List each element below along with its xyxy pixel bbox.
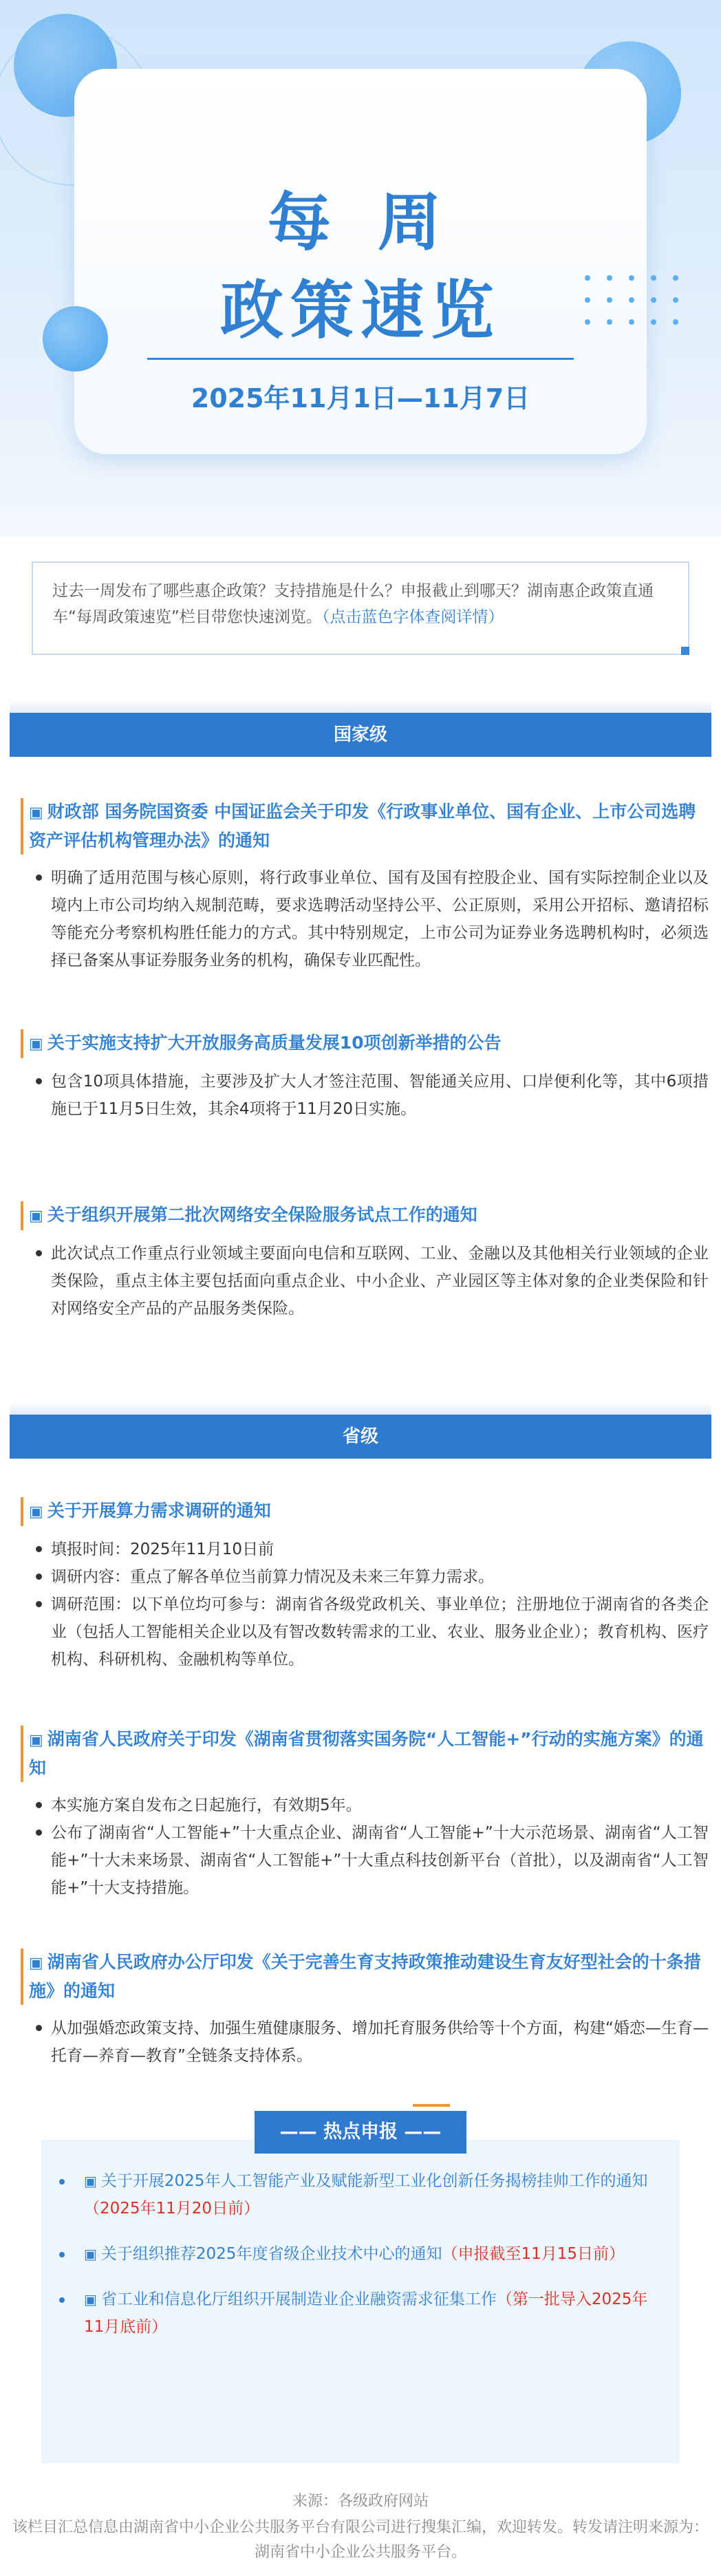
policy-bullets (21, 864, 709, 974)
policy-title-link[interactable] (21, 1497, 709, 1526)
policy-title: 关于组织开展第二批次网络安全保险服务试点工作的通知 (47, 1205, 477, 1225)
hot-apply-panel (41, 2121, 680, 2463)
policy-item (21, 798, 709, 974)
policy-item (21, 1497, 709, 1673)
bullet-text: 此次试点工作重点行业领域主要面向电信和互联网、工业、金融以及其他相关行业领域的企业类保险，重点主体主要包括面向重点企业、中小企业、产业园区等主体对象的企业类保险和针对网络安全产品的产品服务类保险。 (36, 1240, 709, 1322)
policy-title: 关于开展算力需求调研的通知 (47, 1501, 271, 1521)
policy-item (21, 1726, 709, 1902)
policy-title: 湖南省人民政府办公厅印发《关于完善生育支持政策推动建设生育友好型社会的十条措施》的通知 (29, 1952, 701, 2001)
policy-bullets (21, 1792, 709, 1902)
policy-bullets (21, 2015, 709, 2070)
hot-apply-title: 关于开展2025年人工智能产业及赋能新型工业化创新任务揭榜挂帅工作的通知 (100, 2172, 648, 2190)
hot-apply-link[interactable] (59, 2240, 665, 2268)
bullet-text: 调研内容：重点了解各单位当前算力情况及未来三年算力需求。 (36, 1563, 709, 1591)
document-icon: ▣ (29, 804, 43, 822)
hero-banner (0, 0, 721, 537)
footer-source: 来源：各级政府网站 (292, 2493, 429, 2510)
hot-apply-badge: —— 热点申报 —— (255, 2111, 466, 2154)
policy-item (21, 1201, 709, 1322)
footer-note: 该栏目汇总信息由湖南省中小企业公共服务平台有限公司进行搜集汇编，欢迎转发。转发请注明来源为：湖南省中小企业公共服务平台。 (12, 2519, 709, 2561)
policy-title-link[interactable] (21, 1201, 709, 1230)
intro-text: 过去一周发布了哪些惠企政策？支持措施是什么？申报截止到哪天？湖南惠企政策直通车“每周政策速览”栏目带您快速浏览。 (52, 582, 654, 626)
policy-title-link[interactable] (21, 798, 709, 855)
hot-apply-title: 省工业和信息化厅组织开展制造业企业融资需求征集工作 (100, 2290, 497, 2308)
document-icon: ▣ (29, 1035, 43, 1053)
deadline-text: （2025年11月20日前） (84, 2200, 260, 2218)
policy-bullets (21, 1240, 709, 1322)
hot-apply-link[interactable] (59, 2286, 665, 2341)
document-icon: ▣ (29, 1732, 43, 1749)
document-icon: ▣ (84, 2173, 97, 2189)
policy-title: 关于实施支持扩大开放服务高质量发展10项创新举措的公告 (47, 1033, 502, 1053)
intro-box (32, 561, 689, 655)
section-header-provincial: 省级 (10, 1415, 711, 1459)
document-icon: ▣ (84, 2246, 97, 2262)
bullet-text: 填报时间：2025年11月10日前 (36, 1536, 709, 1563)
policy-title: 财政部 国务院国资委 中国证监会关于印发《行政事业单位、国有企业、上市公司选聘资产评估机构管理办法》的通知 (29, 802, 696, 850)
document-icon: ▣ (84, 2291, 97, 2308)
hero-card (74, 69, 647, 454)
hot-apply-link[interactable] (59, 2167, 665, 2222)
deadline-text: （申报截至11月15日前） (442, 2245, 625, 2263)
policy-title: 湖南省人民政府关于印发《湖南省贯彻落实国务院“人工智能+”行动的实施方案》的通知 (29, 1729, 704, 1778)
policy-item (21, 1029, 709, 1123)
bullet-text: 本实施方案自发布之日起施行，有效期5年。 (36, 1792, 709, 1819)
hero-date-range: 2025年11月1日—11月7日 (191, 383, 530, 414)
bullet-text: 调研范围：以下单位均可参与：湖南省各级党政机关、事业单位；注册地位于湖南省的各类企业（包括人工智能相关企业以及有智改数转需求的工业、农业、服务业企业）；教育机构、医疗机构、科研机构、金融机构等单位。 (36, 1591, 709, 1673)
bullet-text: 从加强婚恋政策支持、加强生殖健康服务、增加托育服务供给等十个方面，构建“婚恋—生育—托育—养育—教育”全链条支持体系。 (36, 2015, 709, 2070)
decorative-dots (585, 275, 695, 351)
bullet-text: 公布了湖南省“人工智能+”十大重点企业、湖南省“人工智能+”十大示范场景、湖南省“人工智能+”十大未来场景、湖南省“人工智能+”十大重点科技创新平台（首批），以及湖南省“人工智能+”十大支持措施。 (36, 1819, 709, 1902)
policy-title-link[interactable] (21, 1726, 709, 1782)
document-icon: ▣ (29, 1503, 43, 1521)
policy-title-link[interactable] (21, 1029, 709, 1058)
hero-title-line1: 每 周 (267, 186, 454, 259)
document-icon: ▣ (29, 1955, 43, 1972)
policy-bullets (21, 1536, 709, 1673)
policy-item (21, 1949, 709, 2070)
deadline-text: （第一批导入2025年11月底前） (84, 2290, 648, 2336)
hero-divider (147, 358, 574, 360)
bullet-text: 明确了适用范围与核心原则，将行政事业单位、国有及国有控股企业、国有实际控制企业以及境内上市公司均纳入规制范畴，要求选聘活动坚持公平、公正原则，采用公开招标、邀请招标等能充分考察机构胜任能力的方式。其中特别规定，上市公司为证券业务选聘机构时，必须选择已备案从事证券服务业务的机构，确保专业匹配性。 (36, 864, 709, 974)
bullet-text: 包含10项具体措施，主要涉及扩大人才签注范围、智能通关应用、口岸便利化等，其中6项措施已于11月5日生效，其余4项将于11月20日实施。 (36, 1068, 709, 1123)
decorative-circle (43, 306, 108, 372)
policy-bullets (21, 1068, 709, 1123)
document-icon: ▣ (29, 1208, 43, 1225)
hero-title-line2: 政策速览 (219, 274, 501, 347)
hot-apply-list (59, 2167, 665, 2359)
corner-accent (681, 647, 689, 655)
hot-apply-title: 关于组织推荐2025年度省级企业技术中心的通知 (100, 2245, 442, 2263)
intro-link[interactable]: （点击蓝色字体查阅详情） (321, 608, 504, 626)
section-header-national: 国家级 (10, 713, 711, 757)
policy-title-link[interactable] (21, 1949, 709, 2005)
